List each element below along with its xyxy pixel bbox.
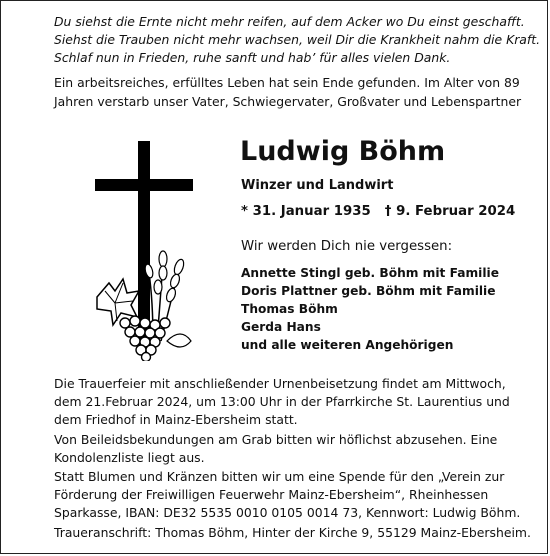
mourner: Doris Plattner geb. Böhm mit Familie — [241, 284, 496, 298]
death-date: † 9. Februar 2024 — [384, 204, 516, 219]
mourning-address: Traueranschrift: Thomas Böhm, Hinter der Kirche 9, 55129 Mainz-Ebersheim. — [54, 525, 531, 540]
poem-line-1: Du siehst die Ernte nicht mehr reifen, auf dem Acker wo Du einst geschafft. — [54, 14, 525, 29]
birth-date: * 31. Januar 1935 — [241, 204, 371, 219]
funeral-info: Die Trauerfeier mit anschließender Urnenbeisetzung findet am Mittwoch, dem 21.Februar 2024, um 13:00 Uhr in der Pfarrkirche St. Laurentius und dem Friedhof in Mainz-Ebersheim statt. — [54, 376, 510, 427]
cross-with-wheat-and-grapes-icon — [95, 141, 195, 361]
deceased-name: Ludwig Böhm — [240, 136, 446, 167]
life-dates — [241, 204, 515, 219]
mourner: Gerda Hans — [241, 320, 321, 334]
poem-line-2: Siehst die Trauben nicht mehr wachsen, weil Dir die Krankheit nahm die Kraft. — [54, 32, 541, 47]
mourner: Annette Stingl geb. Böhm mit Familie — [241, 266, 499, 280]
farewell-line: Wir werden Dich nie vergessen: — [241, 239, 453, 254]
donation-info: Statt Blumen und Kränzen bitten wir um eine Spende für den „Verein zur Förderung der Freiwilligen Feuerwehr Mainz-Ebersheim“, Rheinhessen Sparkasse, IBAN: DE32 5535 0010 0105 0014 73, Kennwort: Ludwig Böhm. — [54, 469, 521, 520]
poem-line-3: Schlaf nun in Frieden, ruhe sanft und hab’ für alles vielen Dank. — [54, 50, 451, 65]
intro-text: Ein arbeitsreiches, erfülltes Leben hat sein Ende gefunden. Im Alter von 89 Jahren verstarb unser Vater, Schwiegervater, Großvater und Lebenspartner — [54, 75, 522, 109]
occupation: Winzer und Landwirt — [241, 178, 394, 193]
memorial-poem — [54, 13, 541, 67]
mourner: Thomas Böhm — [241, 302, 338, 316]
mourners-list — [241, 264, 499, 354]
mourner: und alle weiteren Angehörigen — [241, 338, 454, 352]
condolence-info: Von Beileidsbekundungen am Grab bitten wir höflichst abzusehen. Eine Kondolenzliste liegt aus. — [54, 432, 498, 465]
